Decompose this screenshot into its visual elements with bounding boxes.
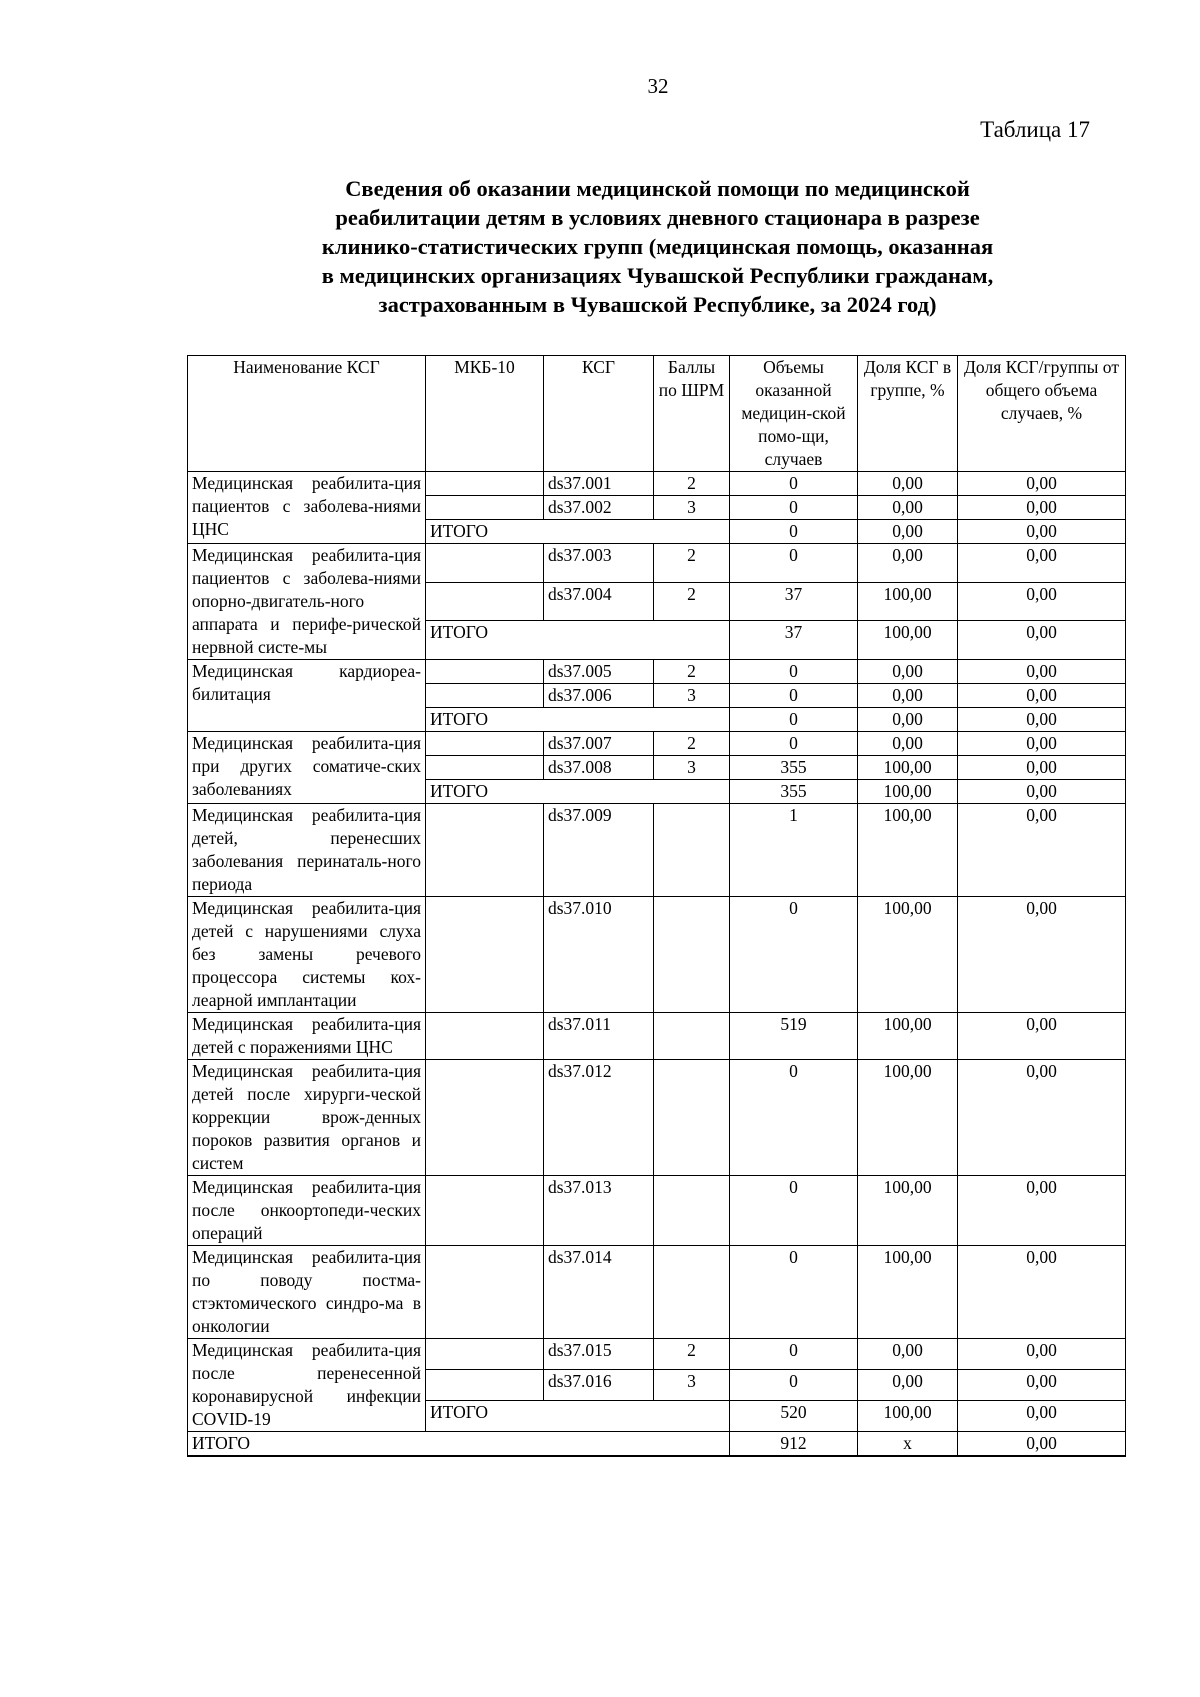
ksg-code: ds37.001: [544, 472, 654, 496]
share-total-cell: 0,00: [958, 1246, 1126, 1339]
group-name: Медицинская реабилита-ция при других соматиче-ских заболеваниях: [188, 732, 426, 804]
volume-cell: 0: [730, 708, 858, 732]
volume-cell: 0: [730, 897, 858, 1013]
share-total-cell: 0,00: [958, 1176, 1126, 1246]
volume-cell: 0: [730, 544, 858, 583]
mkb-cell: [426, 1246, 544, 1339]
ksg-code: ds37.013: [544, 1176, 654, 1246]
share-group-cell: 0,00: [858, 708, 958, 732]
volume-cell: 0: [730, 684, 858, 708]
group-name: Медицинская реабилита-ция после онкоортопеди-ческих операций: [188, 1176, 426, 1246]
share-group-cell: 0,00: [858, 544, 958, 583]
mkb-cell: [426, 1013, 544, 1060]
table-row: [188, 804, 1126, 897]
share-total-cell: 0,00: [958, 472, 1126, 496]
group-name: Медицинская реабилита-ция по поводу постма-стэктомического синдро-ма в онкологии: [188, 1246, 426, 1339]
table-row: [188, 1060, 1126, 1176]
share-total-cell: 0,00: [958, 582, 1126, 621]
share-group-cell: 100,00: [858, 1060, 958, 1176]
share-group-cell: 0,00: [858, 520, 958, 544]
table-row: [188, 1246, 1126, 1339]
group-name: Медицинская реабилита-ция детей с нарушениями слуха без замены речевого процессора системы кох-леарной имплантации: [188, 897, 426, 1013]
volume-cell: 0: [730, 1370, 858, 1401]
score-cell: 2: [654, 544, 730, 583]
share-total-cell: 0,00: [958, 708, 1126, 732]
volume-cell: 0: [730, 496, 858, 520]
volume-cell: 1: [730, 804, 858, 897]
share-total-cell: 0,00: [958, 756, 1126, 780]
group-name: Медицинская реабилита-ция пациентов с заболева-ниями опорно-двигатель-ного аппарата и перифе-рической нервной систе-мы: [188, 544, 426, 660]
mkb-cell: [426, 1060, 544, 1176]
mkb-cell: [426, 1370, 544, 1401]
share-group-cell: 100,00: [858, 1176, 958, 1246]
share-total-cell: 0,00: [958, 780, 1126, 804]
total-label: ИТОГО: [426, 780, 730, 804]
share-group-cell: х: [858, 1432, 958, 1457]
mkb-cell: [426, 1339, 544, 1370]
volume-cell: 37: [730, 621, 858, 660]
volume-cell: 520: [730, 1401, 858, 1432]
score-cell: [654, 804, 730, 897]
total-label: ИТОГО: [426, 621, 730, 660]
ksg-code: ds37.010: [544, 897, 654, 1013]
volume-cell: 355: [730, 780, 858, 804]
share-group-cell: 100,00: [858, 582, 958, 621]
title-line: Сведения об оказании медицинской помощи по медицинской: [345, 176, 970, 201]
ksg-code: ds37.004: [544, 582, 654, 621]
ksg-code: ds37.007: [544, 732, 654, 756]
score-cell: 3: [654, 756, 730, 780]
share-total-cell: 0,00: [958, 897, 1126, 1013]
header-share-group: Доля КСГ в группе, %: [858, 356, 958, 472]
page-number: 32: [647, 74, 669, 98]
table-row: [188, 1339, 1126, 1370]
share-total-cell: 0,00: [958, 660, 1126, 684]
share-total-cell: 0,00: [958, 804, 1126, 897]
ksg-code: ds37.006: [544, 684, 654, 708]
mkb-cell: [426, 756, 544, 780]
share-group-cell: 100,00: [858, 804, 958, 897]
header-mkb: МКБ-10: [426, 356, 544, 472]
share-group-cell: 100,00: [858, 1013, 958, 1060]
grand-total-label: ИТОГО: [188, 1432, 730, 1457]
share-group-cell: 0,00: [858, 1339, 958, 1370]
volume-cell: 0: [730, 660, 858, 684]
group-name: Медицинская реабилита-ция детей после хирурги-ческой коррекции врож-денных пороков развития органов и систем: [188, 1060, 426, 1176]
group-name: Медицинская кардиореа-билитация: [188, 660, 426, 732]
share-group-cell: 100,00: [858, 621, 958, 660]
share-group-cell: 0,00: [858, 472, 958, 496]
ksg-code: ds37.011: [544, 1013, 654, 1060]
title-line: в медицинских организациях Чувашской Республики гражданам,: [321, 263, 994, 288]
ksg-table: [187, 355, 1126, 1457]
ksg-code: ds37.005: [544, 660, 654, 684]
volume-cell: 0: [730, 1339, 858, 1370]
title-line: клинико-статистических групп (медицинская помощь, оказанная: [321, 234, 994, 259]
table-row: [188, 897, 1126, 1013]
share-total-cell: 0,00: [958, 1060, 1126, 1176]
share-group-cell: 0,00: [858, 660, 958, 684]
table-row: [188, 544, 1126, 583]
share-total-cell: 0,00: [958, 1370, 1126, 1401]
ksg-code: ds37.003: [544, 544, 654, 583]
share-group-cell: 100,00: [858, 756, 958, 780]
ksg-code: ds37.009: [544, 804, 654, 897]
document-title: [230, 174, 1085, 319]
share-total-cell: 0,00: [958, 732, 1126, 756]
title-line: реабилитации детям в условиях дневного стационара в разрезе: [335, 205, 980, 230]
grand-total-row: [188, 1432, 1126, 1457]
ksg-code: ds37.002: [544, 496, 654, 520]
share-group-cell: 100,00: [858, 897, 958, 1013]
mkb-cell: [426, 496, 544, 520]
table-row: [188, 1013, 1126, 1060]
mkb-cell: [426, 684, 544, 708]
share-group-cell: 0,00: [858, 1370, 958, 1401]
table-row: [188, 472, 1126, 496]
volume-cell: 0: [730, 520, 858, 544]
group-name: Медицинская реабилита-ция детей с поражениями ЦНС: [188, 1013, 426, 1060]
header-share-total: Доля КСГ/группы от общего объема случаев, %: [958, 356, 1126, 472]
volume-cell: 912: [730, 1432, 858, 1457]
table-row: [188, 732, 1126, 756]
share-group-cell: 0,00: [858, 684, 958, 708]
mkb-cell: [426, 544, 544, 583]
group-name: Медицинская реабилита-ция пациентов с заболева-ниями ЦНС: [188, 472, 426, 544]
score-cell: 2: [654, 472, 730, 496]
volume-cell: 355: [730, 756, 858, 780]
volume-cell: 519: [730, 1013, 858, 1060]
mkb-cell: [426, 897, 544, 1013]
score-cell: [654, 1246, 730, 1339]
total-label: ИТОГО: [426, 520, 730, 544]
share-total-cell: 0,00: [958, 1432, 1126, 1457]
share-total-cell: 0,00: [958, 1339, 1126, 1370]
score-cell: 2: [654, 1339, 730, 1370]
share-group-cell: 100,00: [858, 1401, 958, 1432]
score-cell: 2: [654, 732, 730, 756]
volume-cell: 0: [730, 1176, 858, 1246]
ksg-code: ds37.014: [544, 1246, 654, 1339]
table-header-row: [188, 356, 1126, 472]
table-label: Таблица 17: [980, 117, 1090, 142]
mkb-cell: [426, 660, 544, 684]
score-cell: 2: [654, 660, 730, 684]
ksg-code: ds37.012: [544, 1060, 654, 1176]
ksg-code: ds37.008: [544, 756, 654, 780]
share-group-cell: 0,00: [858, 732, 958, 756]
score-cell: 2: [654, 582, 730, 621]
header-ksg: КСГ: [544, 356, 654, 472]
mkb-cell: [426, 582, 544, 621]
volume-cell: 0: [730, 472, 858, 496]
score-cell: [654, 1176, 730, 1246]
volume-cell: 37: [730, 582, 858, 621]
score-cell: 3: [654, 684, 730, 708]
share-total-cell: 0,00: [958, 621, 1126, 660]
score-cell: 3: [654, 496, 730, 520]
mkb-cell: [426, 804, 544, 897]
mkb-cell: [426, 1176, 544, 1246]
header-volume: Объемы оказанной медицин-ской помо-щи, случаев: [730, 356, 858, 472]
header-score: Баллы по ШРМ: [654, 356, 730, 472]
mkb-cell: [426, 472, 544, 496]
ksg-code: ds37.016: [544, 1370, 654, 1401]
title-line: застрахованным в Чувашской Республике, за 2024 год): [378, 292, 937, 317]
score-cell: [654, 1013, 730, 1060]
volume-cell: 0: [730, 732, 858, 756]
table-row: [188, 660, 1126, 684]
score-cell: [654, 897, 730, 1013]
volume-cell: 0: [730, 1060, 858, 1176]
share-total-cell: 0,00: [958, 1013, 1126, 1060]
share-total-cell: 0,00: [958, 496, 1126, 520]
group-name: Медицинская реабилита-ция после перенесенной коронавирусной инфекции COVID-19: [188, 1339, 426, 1432]
share-group-cell: 100,00: [858, 780, 958, 804]
score-cell: [654, 1060, 730, 1176]
volume-cell: 0: [730, 1246, 858, 1339]
share-group-cell: 100,00: [858, 1246, 958, 1339]
table-row: [188, 1176, 1126, 1246]
share-group-cell: 0,00: [858, 496, 958, 520]
group-name: Медицинская реабилита-ция детей, перенесших заболевания перинаталь-ного периода: [188, 804, 426, 897]
total-label: ИТОГО: [426, 1401, 730, 1432]
share-total-cell: 0,00: [958, 1401, 1126, 1432]
total-label: ИТОГО: [426, 708, 730, 732]
header-name: Наименование КСГ: [188, 356, 426, 472]
share-total-cell: 0,00: [958, 544, 1126, 583]
ksg-code: ds37.015: [544, 1339, 654, 1370]
share-total-cell: 0,00: [958, 520, 1126, 544]
mkb-cell: [426, 732, 544, 756]
share-total-cell: 0,00: [958, 684, 1126, 708]
score-cell: 3: [654, 1370, 730, 1401]
